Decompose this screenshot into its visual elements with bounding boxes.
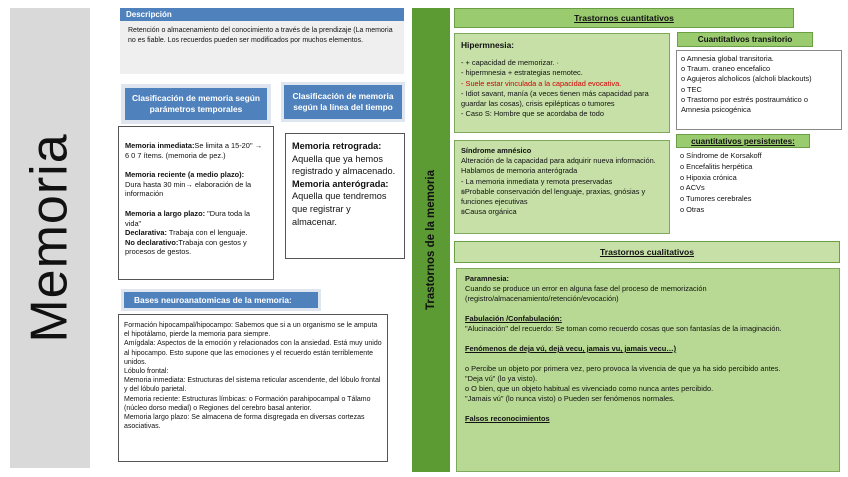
list-text: Hipoxia crónica <box>686 172 737 182</box>
persistentes-header <box>676 134 810 148</box>
transitorio-header <box>677 32 813 47</box>
list-item: o Otras <box>680 204 705 214</box>
list-item: o Trastorno por estrés postraumático o Amnesia psicogénica <box>681 94 808 115</box>
cuantitativos-title: Trastornos cuantitativos <box>574 13 674 23</box>
persistentes-box <box>676 151 826 221</box>
bases-line: Lóbulo frontal: <box>124 368 169 376</box>
item-label: Memoria reciente (a medio plazo): <box>125 170 245 180</box>
amnesico-box <box>454 140 670 234</box>
amnesico-text: Causa orgánica <box>464 207 517 217</box>
hipermnesia-line: - hipermnesia + estrategias nemotec. <box>461 68 583 78</box>
fabulacion-title: Fabulación /Confabulación: <box>465 314 562 323</box>
list-item: o Síndrome de Korsakoff <box>680 151 762 160</box>
list-item: o Traum. craneo encefalico <box>681 64 771 74</box>
amnesico-line: - La memoria inmediata y remota preservadas <box>461 176 613 186</box>
cualitativos-box <box>456 268 840 472</box>
item-text: Se limita a 15-20'' → 6 0 7 ítems. (memoria de pez.) <box>125 141 263 160</box>
item-label: Memoria a largo plazo: <box>125 208 206 218</box>
clasif-linea-header <box>281 82 405 122</box>
list-text: TEC <box>687 84 702 94</box>
amnesico-line <box>461 187 663 207</box>
deja-line: "Deja vú" (lo ya visto). <box>465 374 538 383</box>
checkbox-icon: ꞩ <box>461 207 465 217</box>
bases-box <box>118 314 388 462</box>
amnesico-title: Síndrome amnésico <box>461 146 532 155</box>
clasif-temporal-box <box>118 126 274 280</box>
item-label: No declarativo: <box>125 237 179 247</box>
transitorio-title: Cuantitativos transitorio <box>697 35 793 44</box>
list-item: o ACVs <box>680 183 705 193</box>
hipermnesia-box <box>454 33 670 133</box>
hipermnesia-line: - + capacidad de memorizar. · <box>461 58 559 68</box>
item-label: Declarativa: <box>125 228 167 238</box>
paramnesia-text: Cuando se produce un error en alguna fase del proceso de memorización (registro/almacenamiento/retención/evocación) <box>465 284 707 303</box>
clasif-temporal-title: Clasificación de memoria según parámetros temporales <box>132 93 260 114</box>
bases-line: Memoria reciente: Estructuras límbicas: o Formación parahipocampal o Tálamo (núcleo dorso medial) o Regiones del cerebro basal anterior. <box>124 395 371 412</box>
list-item: o Encefalitis herpética <box>680 161 753 171</box>
item-no-declarativo <box>125 238 267 257</box>
item-declarativa <box>125 228 267 238</box>
list-text: Encefalitis herpética <box>686 161 753 171</box>
trastornos-title: Trastornos de la memoria <box>425 170 437 310</box>
list-item: o Amnesia global transitoria. <box>681 54 774 63</box>
item-reciente <box>125 170 267 199</box>
descripcion-header: Descripción <box>120 8 404 21</box>
list-text: Síndrome de Korsakoff <box>686 151 762 160</box>
item-text: Trabaja con el lenguaje. <box>168 228 248 238</box>
list-text: Otras <box>686 204 705 214</box>
item-text: Dura hasta 30 min→ elaboración de la información <box>125 179 252 199</box>
cuantitativos-header <box>454 8 794 28</box>
retro-text: Aquella que ya hemos registrado y almacenado. <box>292 153 396 177</box>
item-inmediata <box>125 141 267 160</box>
bases-line: Formación hipocampal/hipocampo: Sabemos que si a un organismo se le amputa el hipotálamo, pierde la memoria para siempre. <box>124 322 378 339</box>
bases-title: Bases neuroanatomicas de la memoria: <box>134 295 292 305</box>
cualitativos-header <box>454 241 840 263</box>
deja-line: o Percibe un objeto por primera vez, pero provoca la vivencia de que ya ha sido percibido antes. <box>465 364 781 373</box>
clasif-linea-title: Clasificación de memoria según la línea del tiempo <box>292 91 394 112</box>
retro-label: Memoria retrograda: <box>292 141 382 151</box>
hipermnesia-line: - Suele estar vinculada a la capacidad evocativa. <box>461 78 622 88</box>
trastornos-bar <box>412 8 450 472</box>
paramnesia-title: Paramnesia: <box>465 274 509 283</box>
item-text: "Dura toda la vida" <box>125 208 251 228</box>
clasif-temporal-header <box>121 84 271 124</box>
cualitativos-title: Trastornos cualitativos <box>599 247 695 257</box>
clasif-linea-box <box>285 133 405 259</box>
deja-line: "Jamais vú" (lo nunca visto) o Pueden ser fenómenos normales. <box>465 394 675 403</box>
list-text: Trastorno por estrés postraumático o Amnesia psicogénica <box>681 94 808 115</box>
list-item: o Tumores cerebrales <box>680 194 752 204</box>
descripcion-text: Retención o almacenamiento del conocimiento a través de la prendizaje (La memoria no es fiable. Los recuerdos pueden ser modificados por muchos elementos. <box>128 27 393 44</box>
checkbox-icon: ꞩ <box>461 186 465 196</box>
list-text: Traum. craneo encefalico <box>687 64 771 74</box>
hipermnesia-title: Hipermnesia: <box>461 40 515 50</box>
descripcion-panel <box>120 8 404 74</box>
hipermnesia-line: - Idiot savant, manía (a veces tienen más capacidad para guardar las cosas), crisis epilépticas o tumores <box>461 88 649 109</box>
bases-header <box>121 289 321 311</box>
amnesico-line <box>461 207 663 217</box>
main-title: Memoria <box>21 133 80 343</box>
amnesico-line <box>461 156 663 176</box>
list-text: Tumores cerebrales <box>686 194 752 204</box>
title-panel <box>10 8 90 468</box>
retrograda <box>292 140 398 178</box>
deja-line: o O bien, que un objeto habitual es vivenciado como nunca antes percibido. <box>465 384 714 393</box>
list-text: Agujeros alcholicos (alcholi blackouts) <box>686 74 812 84</box>
bases-line: Amígdala: Aspectos de la emoción y relacionados con la ansiedad. Está muy unido al hipocampo. Esto supone que las emociones y el recuerdo están terriblemente unidos. <box>124 340 382 366</box>
antero-text: Aquella que tendremos que registrar y almacenar. <box>292 191 387 227</box>
item-largo <box>125 209 267 228</box>
amnesico-text: Alteración de la capacidad para adquirir nueva información. Hablamos de memoria anterógrada <box>461 156 656 176</box>
antero-label: Memoria anterógrada: <box>292 178 389 189</box>
bases-line: Memoria inmediata: Estructuras del sistema reticular ascendente, del lóbulo frontal y del lóbulo parietal. <box>124 377 381 394</box>
item-text: Trabaja con gestos y procesos de gestos. <box>125 237 247 257</box>
list-item: o TEC <box>681 84 702 94</box>
transitorio-box <box>676 50 842 130</box>
anterograda <box>292 178 398 228</box>
deja-title: Fenómenos de deja vú, dejà vecu, jamais vu, jamais vecu…) <box>465 344 677 353</box>
hipermnesia-line: - Caso S: Hombre que se acordaba de todo <box>461 109 604 119</box>
bases-line: Memoria largo plazo: Se almacena de forma disgregada en diversas cortezas asociativas. <box>124 414 365 431</box>
item-label: Memoria inmediata: <box>125 141 195 150</box>
fabulacion-text: "Alucinación" del recuerdo: Se toman como recuerdo cosas que son fantasías de la imaginación. <box>465 324 782 333</box>
list-text: Amnesia global transitoria. <box>686 54 774 63</box>
falsos-title: Falsos reconocimientos <box>465 414 550 423</box>
list-text: ACVs <box>685 183 705 193</box>
list-item: o Agujeros alcholicos (alcholi blackouts) <box>681 74 812 84</box>
persistentes-title: cuantitativos persistentes: <box>691 137 795 146</box>
amnesico-text: Probable conservación del lenguaje, praxias, gnósias y funciones ejecutivas <box>461 186 646 207</box>
list-item: o Hipoxia crónica <box>680 172 737 182</box>
